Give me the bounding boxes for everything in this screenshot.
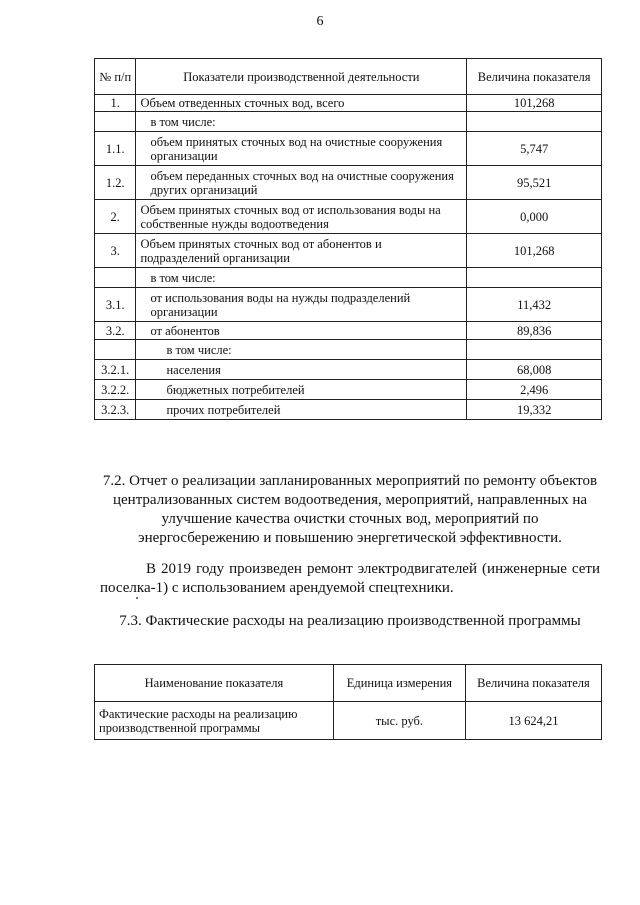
- row-number: [95, 112, 136, 132]
- row-indicator: бюджетных потребителей: [136, 380, 467, 400]
- row-number: 2.: [95, 200, 136, 234]
- expense-unit: тыс. руб.: [333, 702, 465, 740]
- production-indicators-table: [94, 58, 602, 420]
- section-7-2-heading: 7.2. Отчет о реализации запланированных мероприятий по ремонту объектов централизованных систем водоотведения, мероприятий, направленных на улучшение качества очистки сточных вод, мероприятий по энергосбережению и повышению энергетической эффективности.: [102, 473, 598, 546]
- header-num: № п/п: [95, 59, 136, 95]
- row-value: 19,332: [467, 400, 602, 420]
- row-indicator: прочих потребителей: [136, 400, 467, 420]
- row-number: 3.2.3.: [95, 400, 136, 420]
- header-indicator-name: Наименование показателя: [95, 665, 334, 702]
- table-row: [95, 340, 602, 360]
- repair-paragraph: В 2019 году произведен ремонт электродвигателей (инженерные сети поселка-1) с использованием арендуемой спецтехники.: [100, 561, 600, 596]
- row-number: 3.2.1.: [95, 360, 136, 380]
- table-row: [95, 268, 602, 288]
- row-number: 1.1.: [95, 132, 136, 166]
- table-row: [95, 112, 602, 132]
- row-indicator: от использования воды на нужды подразделений организации: [136, 288, 467, 322]
- header-unit: Единица измерения: [333, 665, 465, 702]
- row-number: [95, 340, 136, 360]
- table-row: [95, 380, 602, 400]
- row-value: 101,268: [467, 234, 602, 268]
- row-value: 0,000: [467, 200, 602, 234]
- actual-expenses-table: [94, 664, 602, 740]
- row-value: 11,432: [467, 288, 602, 322]
- page-number: 6: [316, 14, 324, 29]
- table-header-row: [95, 59, 602, 95]
- table-row: [95, 132, 602, 166]
- section-7-3-heading: 7.3. Фактические расходы на реализацию производственной программы: [119, 613, 581, 629]
- table-row: [95, 288, 602, 322]
- row-value: 95,521: [467, 166, 602, 200]
- row-indicator: в том числе:: [136, 268, 467, 288]
- table-row: [95, 166, 602, 200]
- row-indicator: объем принятых сточных вод на очистные сооружения организации: [136, 132, 467, 166]
- header-value: Величина показателя: [465, 665, 601, 702]
- row-value: [467, 340, 602, 360]
- row-indicator: в том числе:: [136, 340, 467, 360]
- header-value: Величина показателя: [467, 59, 602, 95]
- table-row: [95, 360, 602, 380]
- row-indicator: объем переданных сточных вод на очистные сооружения других организаций: [136, 166, 467, 200]
- row-value: 2,496: [467, 380, 602, 400]
- table-row: [95, 400, 602, 420]
- table-header-row: [95, 665, 602, 702]
- stray-mark: [136, 597, 138, 599]
- table-body: [95, 95, 602, 420]
- row-value: 5,747: [467, 132, 602, 166]
- row-indicator: от абонентов: [136, 322, 467, 340]
- table-row: [95, 200, 602, 234]
- row-indicator: в том числе:: [136, 112, 467, 132]
- row-number: [95, 268, 136, 288]
- row-indicator: Объем отведенных сточных вод, всего: [136, 95, 467, 112]
- row-value: [467, 112, 602, 132]
- table-row: [95, 234, 602, 268]
- row-indicator: населения: [136, 360, 467, 380]
- row-number: 1.: [95, 95, 136, 112]
- expense-value: 13 624,21: [465, 702, 601, 740]
- row-number: 3.1.: [95, 288, 136, 322]
- row-indicator: Объем принятых сточных вод от использования воды на собственные нужды водоотведения: [136, 200, 467, 234]
- row-value: 101,268: [467, 95, 602, 112]
- row-number: 1.2.: [95, 166, 136, 200]
- row-value: 89,836: [467, 322, 602, 340]
- table-row: [95, 322, 602, 340]
- row-number: 3.2.: [95, 322, 136, 340]
- expense-name: Фактические расходы на реализацию производственной программы: [95, 702, 334, 740]
- table-row: [95, 95, 602, 112]
- header-indicator: Показатели производственной деятельности: [136, 59, 467, 95]
- table-row: [95, 702, 602, 740]
- row-value: 68,008: [467, 360, 602, 380]
- row-indicator: Объем принятых сточных вод от абонентов и подразделений организации: [136, 234, 467, 268]
- row-number: 3.2.2.: [95, 380, 136, 400]
- row-number: 3.: [95, 234, 136, 268]
- row-value: [467, 268, 602, 288]
